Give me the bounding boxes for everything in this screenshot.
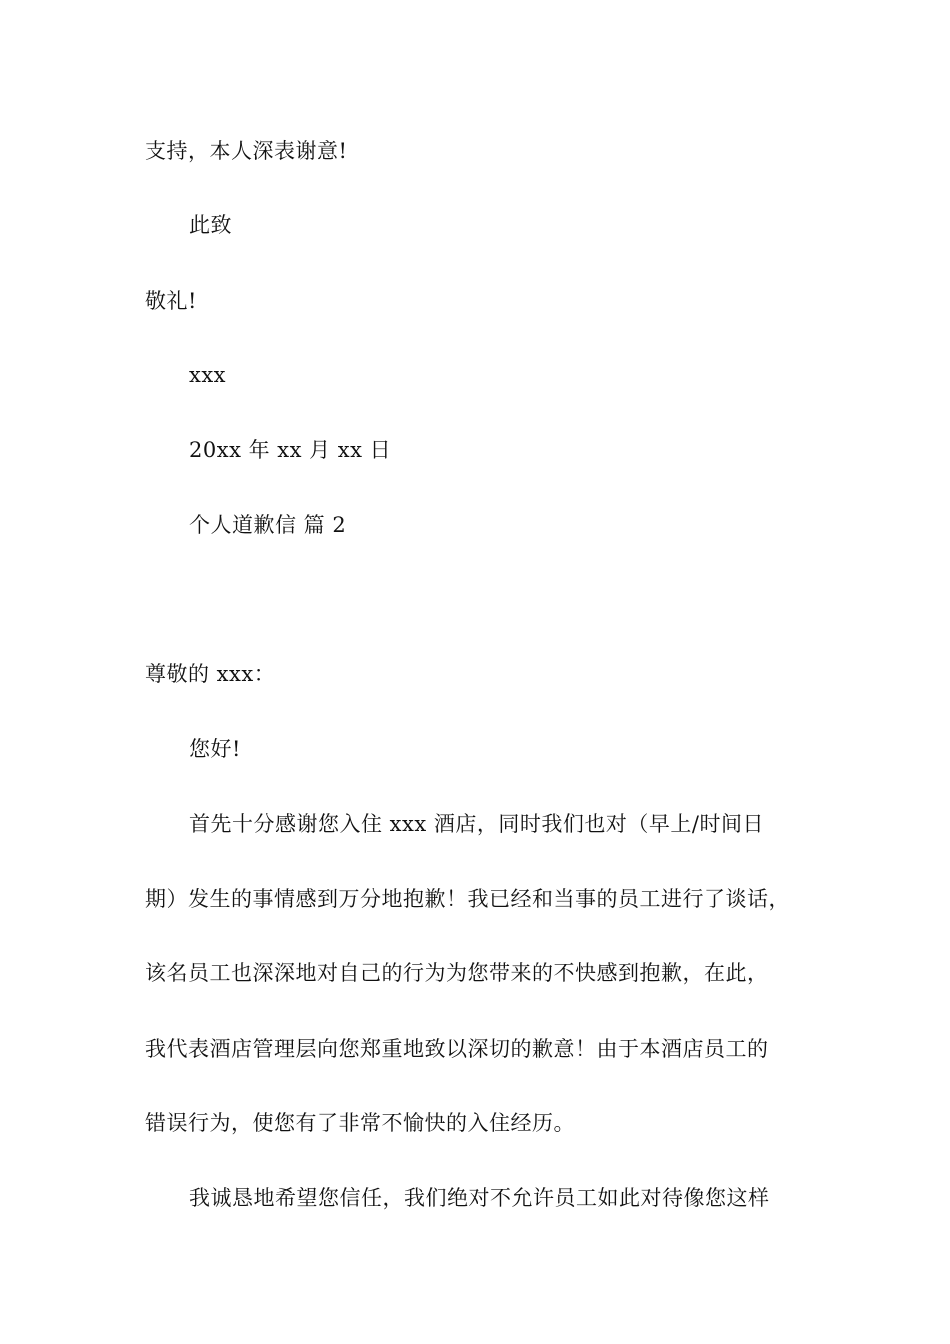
paragraph-line: 首先十分感谢您入住 xxx 酒店，同时我们也对（早上/时间日 <box>189 812 764 836</box>
signature-date: 20xx 年 xx 月 xx 日 <box>189 438 392 462</box>
closing-salutation: 此致 <box>189 213 232 237</box>
paragraph-line: 错误行为，使您有了非常不愉快的入住经历。 <box>145 1111 575 1135</box>
paragraph-line: 期）发生的事情感到万分地抱歉！我已经和当事的员工进行了谈话， <box>145 887 790 911</box>
paragraph-line: 我代表酒店管理层向您郑重地致以深切的歉意！由于本酒店员工的 <box>145 1037 769 1061</box>
signature-name: xxx <box>189 363 227 387</box>
paragraph-line: 我诚恳地希望您信任，我们绝对不允许员工如此对待像您这样 <box>189 1186 770 1210</box>
section-heading: 个人道歉信 篇 2 <box>189 513 347 537</box>
text-line: 支持，本人深表谢意! <box>145 139 348 163</box>
letter-greeting: 尊敬的 xxx： <box>145 662 276 686</box>
letter-hello: 您好! <box>189 737 241 761</box>
paragraph-line: 该名员工也深深地对自己的行为为您带来的不快感到抱歉，在此， <box>145 961 769 985</box>
closing-regards: 敬礼! <box>145 289 197 313</box>
